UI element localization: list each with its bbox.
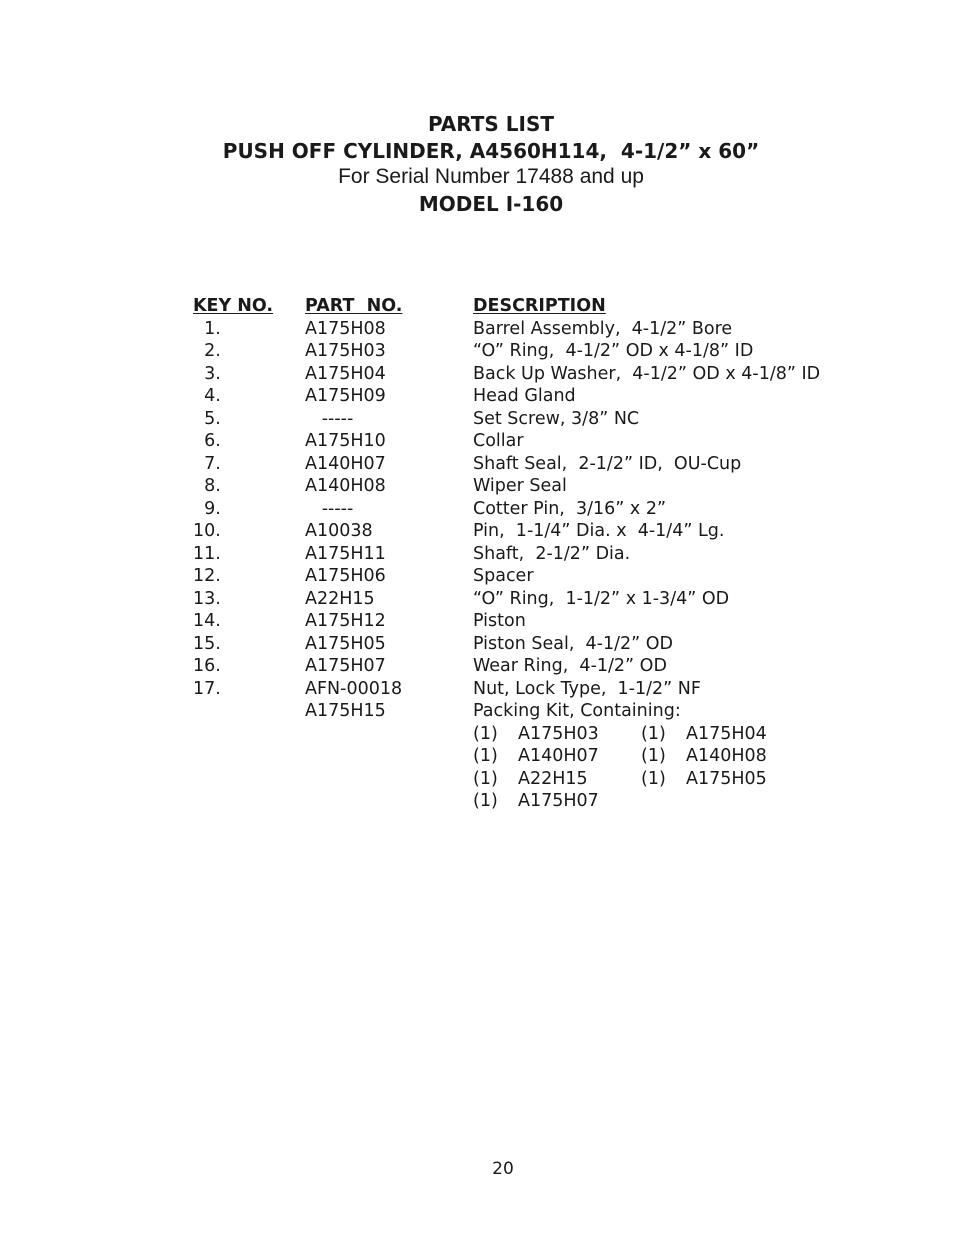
- model-name: MODEL I-160: [418, 191, 564, 216]
- part-number: A10038: [305, 521, 373, 541]
- part-number: AFN-00018: [305, 678, 403, 699]
- part-description: Shaft Seal, 2-1/2” ID, OU-Cup: [473, 453, 742, 474]
- key-number: 3.: [193, 363, 221, 384]
- key-number: 6.: [193, 431, 221, 451]
- part-description: Collar: [473, 431, 524, 451]
- table-row: [0, 385, 954, 408]
- part-description: Nut, Lock Type, 1-1/2” NF: [473, 678, 701, 699]
- column-header-key: KEY NO.: [193, 296, 274, 316]
- part-description: Cotter Pin, 3/16” x 2”: [473, 498, 667, 519]
- part-number: A140H08: [305, 476, 386, 496]
- table-row: [0, 318, 954, 341]
- table-row: [0, 520, 954, 543]
- key-number: 10.: [193, 521, 221, 541]
- table-row: [0, 340, 954, 363]
- part-description: Back Up Washer, 4-1/2” OD x 4-1/8” ID: [473, 363, 821, 384]
- kit-item-quantity: (1): [641, 768, 666, 789]
- table-header-row: [0, 295, 954, 318]
- key-number: 15.: [193, 633, 221, 654]
- page-title: PARTS LIST: [427, 112, 555, 136]
- part-number: -----: [305, 408, 354, 429]
- key-number: 13.: [193, 588, 221, 609]
- part-description: Pin, 1-1/4” Dia. x 4-1/4” Lg.: [473, 521, 725, 541]
- kit-item-quantity: (1): [473, 768, 498, 789]
- part-number: A175H12: [305, 611, 386, 631]
- part-description: Piston Seal, 4-1/2” OD: [473, 633, 674, 654]
- kit-item-quantity: (1): [641, 723, 666, 744]
- part-number: A175H15: [305, 701, 386, 721]
- part-description: Set Screw, 3/8” NC: [473, 408, 640, 429]
- part-number: A175H09: [305, 386, 386, 406]
- table-row: [0, 430, 954, 453]
- key-number: 1.: [193, 318, 221, 339]
- column-header-description: DESCRIPTION: [473, 296, 606, 316]
- part-description: “O” Ring, 1-1/2” x 1-3/4” OD: [473, 588, 730, 609]
- part-number: A140H07: [305, 453, 386, 474]
- table-row: [0, 610, 954, 633]
- kit-contents-row: [0, 768, 954, 791]
- column-header-part: PART NO.: [305, 296, 403, 316]
- table-row: [0, 408, 954, 431]
- part-number: A175H05: [305, 633, 386, 654]
- kit-item-quantity: (1): [473, 746, 498, 766]
- part-number: A22H15: [305, 588, 375, 609]
- key-number: 4.: [193, 386, 221, 406]
- kit-item-part: A140H07: [518, 746, 599, 766]
- page-header: [0, 111, 954, 217]
- kit-item-part: A175H07: [518, 791, 599, 811]
- table-row: [0, 700, 954, 723]
- table-row: [0, 475, 954, 498]
- table-row: [0, 655, 954, 678]
- serial-range: For Serial Number 17488 and up: [338, 165, 644, 188]
- part-number: A175H03: [305, 341, 386, 361]
- table-row: [0, 678, 954, 701]
- part-description: Piston: [473, 611, 526, 631]
- part-description: Wiper Seal: [473, 476, 567, 496]
- key-number: 11.: [193, 543, 221, 564]
- table-row: [0, 498, 954, 521]
- part-description: Barrel Assembly, 4-1/2” Bore: [473, 318, 733, 339]
- part-description: Shaft, 2-1/2” Dia.: [473, 543, 631, 564]
- table-row: [0, 453, 954, 476]
- table-row: [0, 565, 954, 588]
- kit-item-part: A175H03: [518, 723, 599, 744]
- part-number: A175H07: [305, 656, 386, 676]
- kit-contents-row: [0, 745, 954, 768]
- part-number: A175H06: [305, 566, 386, 586]
- key-number: 12.: [193, 566, 221, 586]
- kit-item-part: A175H04: [686, 723, 767, 744]
- key-number: 7.: [193, 453, 221, 474]
- part-description: Head Gland: [473, 386, 576, 406]
- part-number: A175H11: [305, 543, 386, 564]
- page-number: 20: [492, 1159, 514, 1179]
- kit-contents-row: [0, 790, 954, 813]
- table-row: [0, 363, 954, 386]
- key-number: 9.: [193, 498, 221, 519]
- kit-item-part: A175H05: [686, 768, 767, 789]
- kit-contents-row: [0, 723, 954, 746]
- table-row: [0, 588, 954, 611]
- part-number: A175H08: [305, 318, 386, 339]
- key-number: 14.: [193, 611, 221, 631]
- kit-item-quantity: (1): [473, 791, 498, 811]
- page-subtitle: PUSH OFF CYLINDER, A4560H114, 4-1/2” x 60”: [222, 138, 760, 163]
- kit-item-quantity: (1): [641, 746, 666, 766]
- table-row: [0, 633, 954, 656]
- key-number: 8.: [193, 476, 221, 496]
- part-description: Wear Ring, 4-1/2” OD: [473, 656, 667, 676]
- key-number: 5.: [193, 408, 221, 429]
- part-description: Spacer: [473, 566, 534, 586]
- key-number: 17.: [193, 678, 221, 699]
- key-number: 2.: [193, 341, 221, 361]
- part-number: A175H04: [305, 363, 386, 384]
- kit-item-quantity: (1): [473, 723, 498, 744]
- part-description: Packing Kit, Containing:: [473, 701, 681, 721]
- key-number: 16.: [193, 656, 221, 676]
- part-description: “O” Ring, 4-1/2” OD x 4-1/8” ID: [473, 341, 754, 361]
- kit-item-part: A140H08: [686, 746, 767, 766]
- part-number: -----: [305, 498, 354, 519]
- kit-item-part: A22H15: [518, 768, 588, 789]
- part-number: A175H10: [305, 431, 386, 451]
- parts-table: [0, 295, 954, 813]
- table-row: [0, 543, 954, 566]
